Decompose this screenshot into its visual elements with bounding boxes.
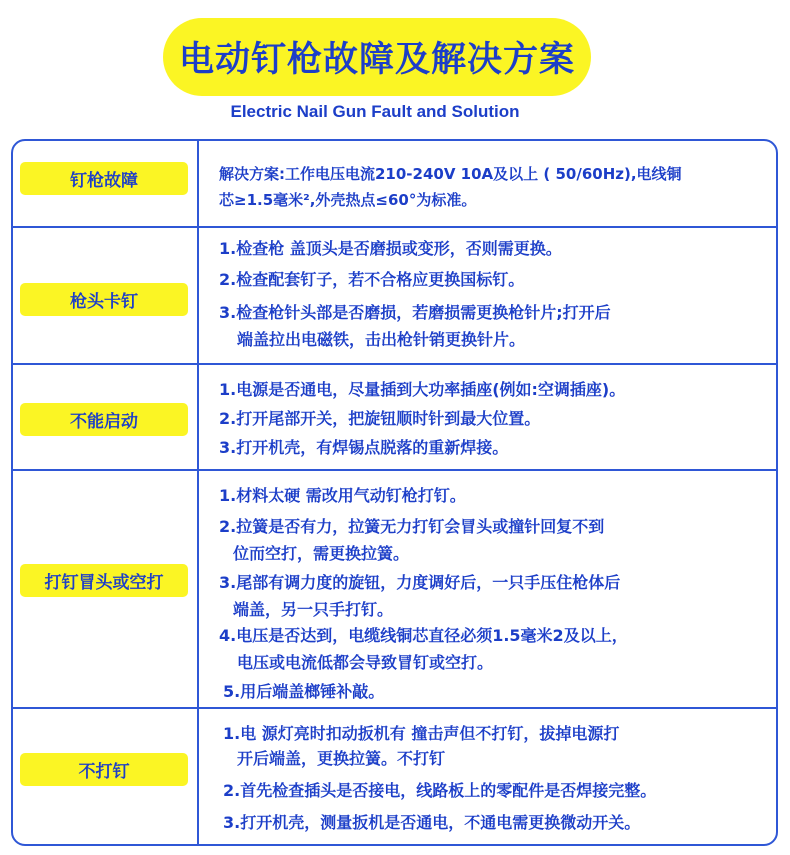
solution-line: 1.电 源灯亮时扣动扳机有 撞击声但不打钉，拔掉电源打 xyxy=(223,724,620,743)
solution-cell xyxy=(199,228,776,363)
solution-cell xyxy=(199,365,776,469)
fault-cell xyxy=(13,471,199,707)
table-row xyxy=(13,365,776,471)
solution-cell xyxy=(199,709,776,846)
solution-line: 1.检查枪 盖顶头是否磨损或变形，否则需更换。 xyxy=(219,239,562,258)
title-banner xyxy=(163,18,591,96)
solution-cell xyxy=(199,471,776,707)
solution-line: 2.检查配套钉子，若不合格应更换国标钉。 xyxy=(219,270,525,289)
solution-line: 3.打开机壳，有焊锡点脱落的重新焊接。 xyxy=(219,438,509,457)
solution-line: 解决方案:工作电压电流210-240V 10A及以上 ( 50/60Hz),电线铜 xyxy=(219,165,682,183)
fault-label: 不能启动 xyxy=(20,403,188,436)
solution-line: 端盖拉出电磁铁，击出枪针销更换针片。 xyxy=(237,330,526,349)
solution-line: 2.首先检查插头是否接电，线路板上的零配件是否焊接完整。 xyxy=(223,781,657,800)
fault-label: 不打钉 xyxy=(20,753,188,786)
table-row xyxy=(13,141,776,228)
solution-line: 3.尾部有调力度的旋钮，力度调好后，一只手压住枪体后 xyxy=(219,573,621,592)
fault-cell xyxy=(13,228,199,363)
solution-line: 1.材料太硬 需改用气动钉枪打钉。 xyxy=(219,486,466,505)
solution-line: 芯≥1.5毫米²,外壳热点≤60°为标准。 xyxy=(219,191,477,209)
fault-table xyxy=(11,139,778,846)
solution-line: 3.打开机壳，测量扳机是否通电，不通电需更换微动开关。 xyxy=(223,813,641,832)
solution-line: 4.电压是否达到，电缆线铜芯直径必须1.5毫米2及以上， xyxy=(219,626,628,645)
fault-label: 枪头卡钉 xyxy=(20,283,188,316)
fault-label: 打钉冒头或空打 xyxy=(20,564,188,597)
solution-line: 1.电源是否通电，尽量插到大功率插座(例如:空调插座)。 xyxy=(219,380,626,399)
fault-label: 钉枪故障 xyxy=(20,162,188,195)
fault-cell xyxy=(13,141,199,226)
table-row xyxy=(13,471,776,709)
table-row xyxy=(13,709,776,846)
fault-cell xyxy=(13,365,199,469)
solution-line: 3.检查枪针头部是否磨损，若磨损需更换枪针片;打开后 xyxy=(219,303,611,322)
solution-line: 电压或电流低都会导致冒钉或空打。 xyxy=(237,653,494,672)
table-row xyxy=(13,228,776,365)
page-title: 电动钉枪故障及解决方案 xyxy=(178,40,575,80)
page-subtitle: Electric Nail Gun Fault and Solution xyxy=(230,102,520,121)
solution-line: 端盖，另一只手打钉。 xyxy=(233,600,394,619)
solution-line: 2.拉簧是否有力，拉簧无力打钉会冒头或撞针回复不到 xyxy=(219,517,605,536)
fault-cell xyxy=(13,709,199,846)
solution-line: 位而空打，需更换拉簧。 xyxy=(233,544,410,563)
solution-line: 开后端盖，更换拉簧。不打钉 xyxy=(237,749,446,768)
solution-line: 5.用后端盖榔锤补敲。 xyxy=(223,682,385,701)
solution-cell xyxy=(199,141,776,226)
solution-line: 2.打开尾部开关，把旋钮顺时针到最大位置。 xyxy=(219,409,541,428)
